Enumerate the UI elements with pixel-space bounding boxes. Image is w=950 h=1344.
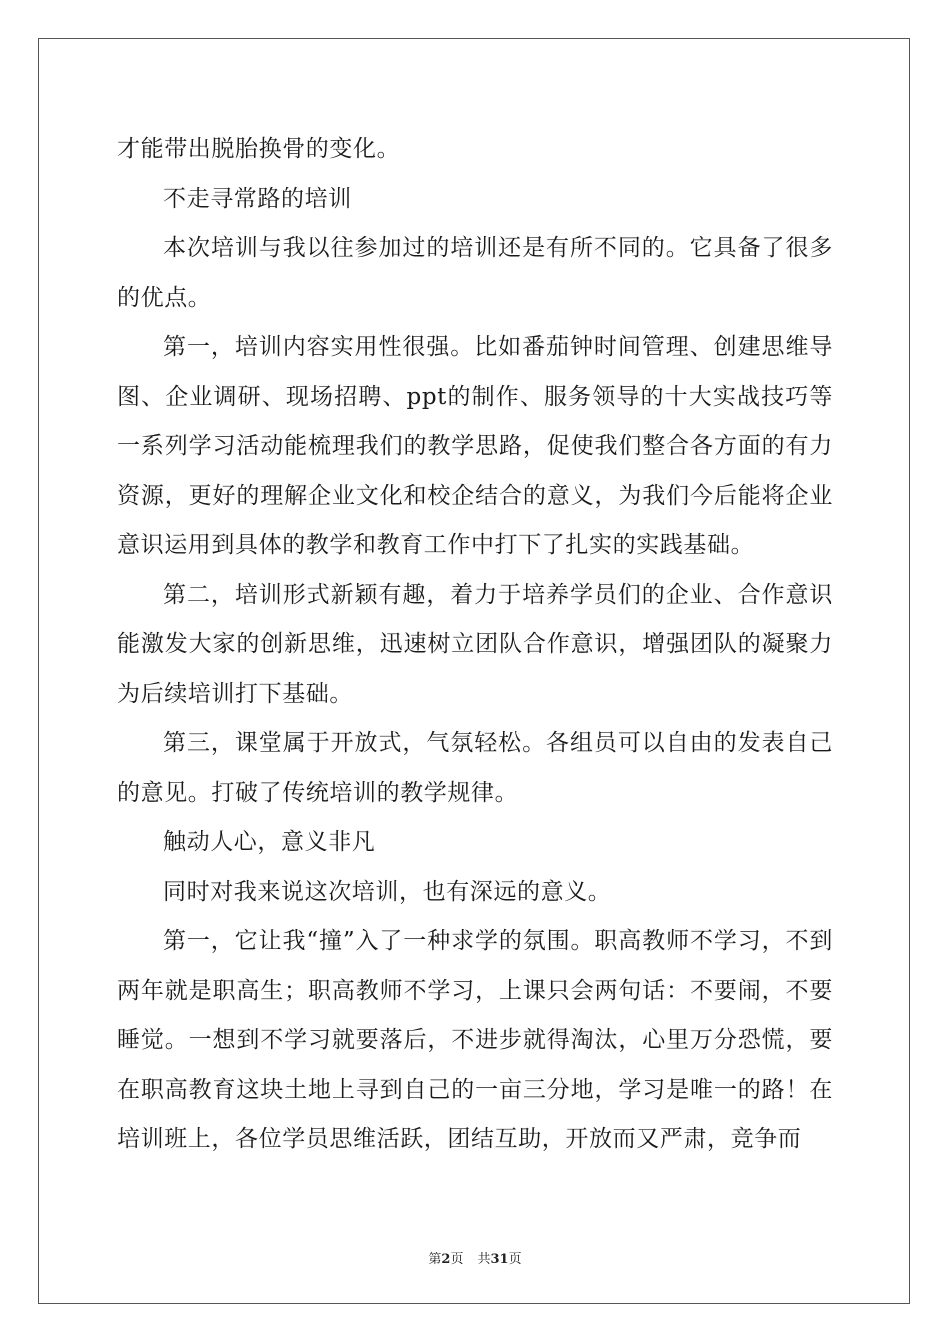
paragraph: 第一，它让我“撞”入了一种求学的氛围。职高教师不学习，不到两年就是职高生；职高教师不学习，上课只会两句话：不要闹，不要睡觉。一想到不学习就要落后，不进步就得淘汰，心里万分恐慌，要在职高教育这块土地上寻到自己的一亩三分地，学习是唯一的路！在培训班上，各位学员思维活跃，团结互助，开放而又严肃，竞争而 <box>117 928 833 1152</box>
paragraph: 第一，培训内容实用性很强。比如番茄钟时间管理、创建思维导图、企业调研、现场招聘、ppt的制作、服务领导的十大实战技巧等一系列学习活动能梳理我们的教学思路，促使我们整合各方面的有力资源，更好的理解企业文化和校企结合的意义，为我们今后能将企业意识运用到具体的教学和教育工作中打下了扎实的实践基础。 <box>117 334 833 558</box>
paragraph: 同时对我来说这次培训，也有深远的意义。 <box>163 878 612 905</box>
paragraph: 本次培训与我以往参加过的培训还是有所不同的。它具备了很多的优点。 <box>117 235 833 311</box>
paragraph: 不走寻常路的培训 <box>163 185 352 212</box>
page-number: 2 <box>441 1252 451 1267</box>
paragraph: 触动人心，意义非凡 <box>163 829 376 855</box>
document-body <box>117 125 833 1165</box>
total-pages: 31 <box>490 1252 509 1267</box>
page-prefix: 第 <box>428 1252 442 1267</box>
page-footer <box>0 1248 950 1267</box>
paragraph: 第二，培训形式新颖有趣，着力于培养学员们的企业、合作意识能激发大家的创新思维，迅速树立团队合作意识，增强团队的凝聚力为后续培训打下基础。 <box>117 581 833 707</box>
paragraph: 第三，课堂属于开放式，气氛轻松。各组员可以自由的发表自己的意见。打破了传统培训的教学规律。 <box>117 730 833 806</box>
total-suffix: 页 <box>508 1252 522 1267</box>
total-prefix: 共 <box>477 1252 491 1267</box>
paragraph: 才能带出脱胎换骨的变化。 <box>117 136 401 162</box>
page-suffix: 页 <box>450 1252 464 1267</box>
